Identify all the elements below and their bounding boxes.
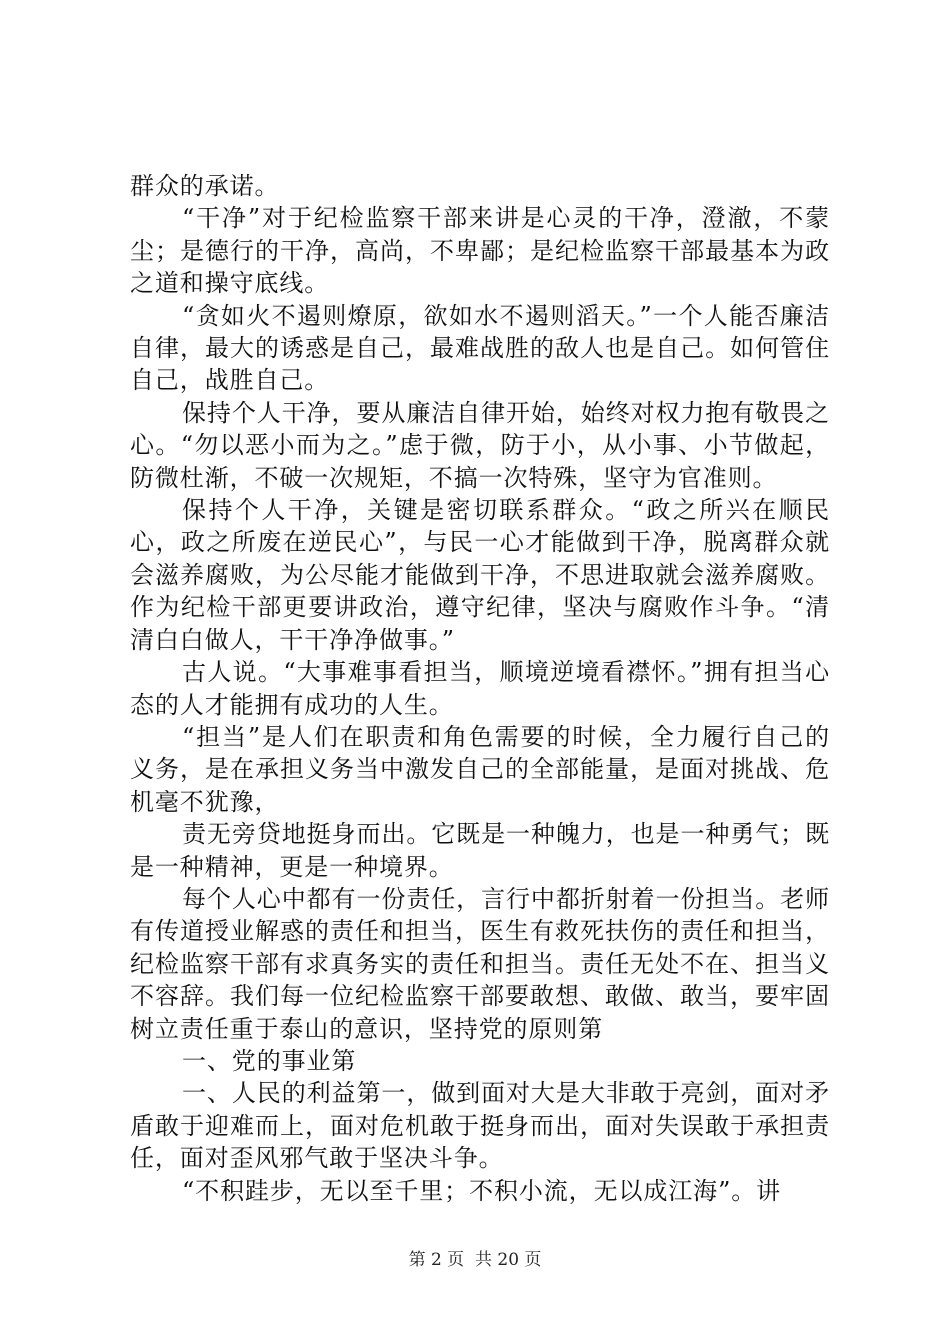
paragraph: “不积跬步，无以至千里；不积小流，无以成江海”。讲 xyxy=(182,1176,782,1205)
paragraph-continuation: 群众的承诺。 xyxy=(130,172,280,200)
paragraph: “贪如火不遏则燎原，欲如水不遏则滔天。”一个人能否廉洁自律，最大的诱惑是自己，最难战胜的敌人也是自己。如何管住自己，战胜自己。 xyxy=(130,301,830,395)
paragraph: 责无旁贷地挺身而出。它既是一种魄力，也是一种勇气；既是一种精神，更是一种境界。 xyxy=(130,820,830,881)
paragraph: 一、党的事业第 xyxy=(182,1046,357,1075)
paragraph: 保持个人干净，关键是密切联系群众。“政之所兴在顺民心，政之所废在逆民心”，与民一心才能做到干净，脱离群众就会滋养腐败，为公尽能才能做到干净，不思进取就会滋养腐败。作为纪检干部更要讲政治，遵守纪律，坚决与腐败作斗争。“清清白白做人，干干净净做事。” xyxy=(130,496,830,654)
document-body xyxy=(130,170,830,1207)
paragraph: “干净”对于纪检监察干部来讲是心灵的干净，澄澈，不蒙尘；是德行的干净，高尚，不卑鄙；是纪检监察干部最基本为政之道和操守底线。 xyxy=(130,204,830,298)
paragraph: “担当”是人们在职责和角色需要的时候，全力履行自己的义务，是在承担义务当中激发自己的全部能量，是面对挑战、危机毫不犹豫， xyxy=(130,722,830,816)
paragraph: 保持个人干净，要从廉洁自律开始，始终对权力抱有敬畏之心。“勿以恶小而为之。”虑于微，防于小，从小事、小节做起，防微杜渐，不破一次规矩，不搞一次特殊，坚守为官准则。 xyxy=(130,398,830,492)
paragraph: 古人说。“大事难事看担当，顺境逆境看襟怀。”拥有担当心态的人才能拥有成功的人生。 xyxy=(130,658,830,719)
page-number-footer: 第 2 页 共 20 页 xyxy=(408,1250,542,1270)
paragraph: 每个人心中都有一份责任，言行中都折射着一份担当。老师有传道授业解惑的责任和担当，医生有救死扶伤的责任和担当，纪检监察干部有求真务实的责任和担当。责任无处不在、担当义不容辞。我们每一位纪检监察干部要敢想、敢做、敢当，要牢固树立责任重于泰山的意识，坚持党的原则第 xyxy=(130,884,830,1043)
paragraph: 一、人民的利益第一，做到面对大是大非敢于亮剑，面对矛盾敢于迎难而上，面对危机敢于挺身而出，面对失误敢于承担责任，面对歪风邪气敢于坚决斗争。 xyxy=(130,1079,830,1173)
